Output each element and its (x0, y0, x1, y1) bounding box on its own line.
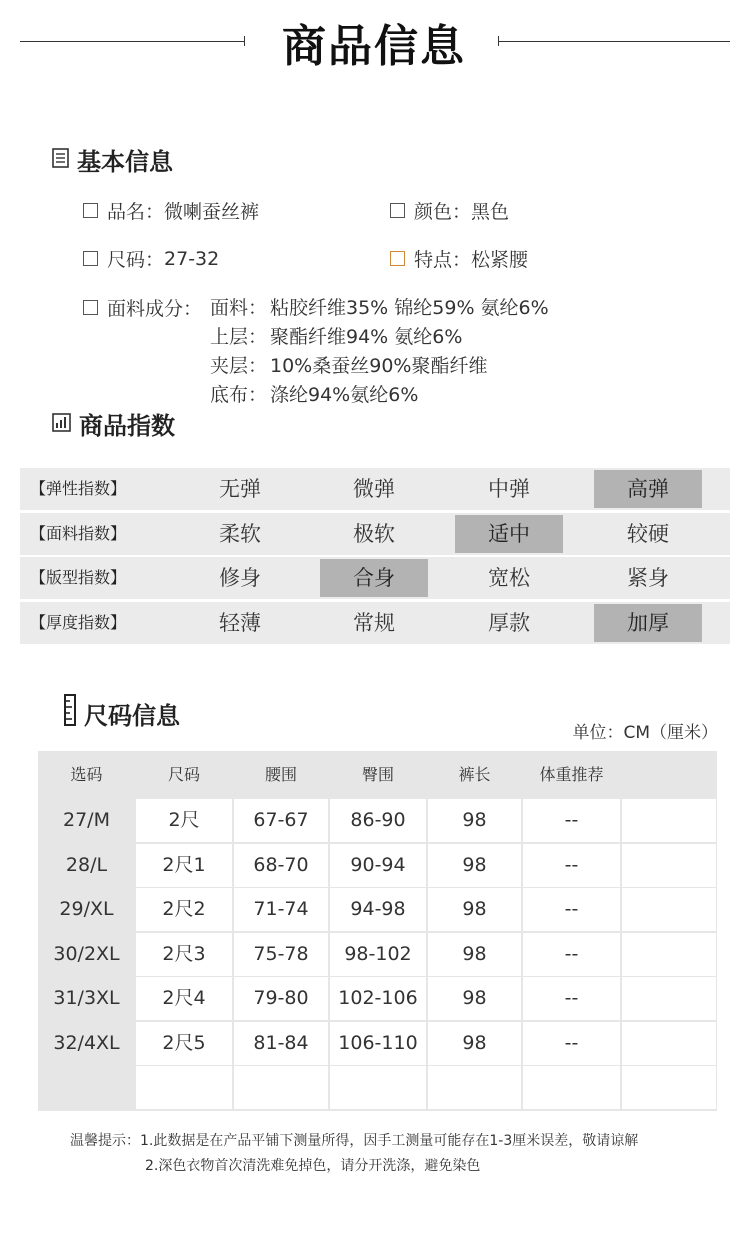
unit-label: 单位：CM（厘米） (572, 723, 718, 743)
size-col-header: 体重推荐 (539, 765, 604, 784)
index-option-selected: 适中 (455, 515, 563, 553)
size-cell: 98-102 (330, 933, 426, 976)
field-color-label: 颜色： (414, 201, 472, 223)
size-cell: 81-84 (234, 1022, 328, 1065)
fabric-line: 上层： 聚酯纤维94% 氨纶6% (210, 326, 463, 348)
checkbox-icon (83, 300, 98, 315)
size-cell (622, 1022, 716, 1065)
header-rule-right (498, 41, 730, 42)
size-col-header: 尺码 (167, 765, 200, 784)
field-size (83, 245, 219, 272)
index-row (20, 602, 730, 644)
size-cell: 75-78 (234, 933, 328, 976)
fabric-line: 面料： 粘胶纤维35% 锦纶59% 氨纶6% (210, 297, 549, 319)
basic-info-heading (52, 142, 173, 177)
size-row-label: 27/M (63, 809, 110, 831)
field-color-value: 黑色 (471, 201, 510, 223)
index-option: 紧身 (627, 566, 669, 590)
size-cell: 98 (428, 933, 521, 976)
size-cell: 2尺1 (136, 844, 232, 887)
field-color (390, 197, 509, 224)
index-heading (52, 406, 175, 441)
field-fabric-label: 面料成分： (107, 298, 203, 320)
field-name (83, 197, 259, 224)
checkbox-icon (83, 203, 98, 218)
size-cell: 71-74 (234, 888, 328, 931)
size-cell: -- (523, 933, 620, 976)
size-cell: 86-90 (330, 799, 426, 842)
index-option: 极软 (353, 522, 395, 546)
header-rule-left-cap (244, 36, 245, 46)
size-title: 尺码信息 (84, 701, 180, 730)
index-row-label: 【面料指数】 (30, 524, 127, 543)
index-option: 柔软 (219, 522, 261, 546)
size-cell: -- (523, 799, 620, 842)
size-col-header: 腰围 (264, 765, 297, 784)
index-option-selected: 加厚 (594, 604, 702, 642)
index-option: 较硬 (627, 522, 669, 546)
size-row-label: 28/L (65, 854, 108, 876)
size-cell (330, 1066, 426, 1109)
index-option: 宽松 (488, 566, 530, 590)
field-feature (390, 245, 528, 272)
field-feature-value: 松紧腰 (471, 249, 529, 271)
size-cell (136, 1066, 232, 1109)
size-cell: 2尺2 (136, 888, 232, 931)
size-row-label: 29/XL (59, 898, 114, 920)
size-cell: 79-80 (234, 977, 328, 1020)
size-cell: 106-110 (330, 1022, 426, 1065)
size-cell: 2尺 (136, 799, 232, 842)
index-option-selected: 高弹 (594, 470, 702, 508)
size-cell: -- (523, 977, 620, 1020)
page-title: 商品信息 (282, 21, 466, 72)
index-option: 无弹 (219, 477, 261, 501)
index-row (20, 468, 730, 510)
index-option: 厚款 (488, 611, 530, 635)
size-cell (622, 888, 716, 931)
index-option: 轻薄 (219, 611, 261, 635)
note-line-1 (70, 1130, 638, 1150)
header-rule-left (20, 41, 245, 42)
size-cell: 68-70 (234, 844, 328, 887)
size-cell: 98 (428, 844, 521, 887)
index-option: 微弹 (353, 477, 395, 501)
index-row-label: 【弹性指数】 (30, 479, 127, 498)
size-row-label: 31/3XL (53, 987, 120, 1009)
index-option: 中弹 (488, 477, 530, 501)
size-cell: 2尺3 (136, 933, 232, 976)
index-option-selected: 合身 (320, 559, 428, 597)
size-cell: 2尺5 (136, 1022, 232, 1065)
size-row-label (38, 1066, 135, 1109)
field-name-label: 品名： (107, 201, 165, 223)
size-cell (622, 977, 716, 1020)
basic-info-title: 基本信息 (77, 148, 173, 176)
size-col-header: 选码 (70, 765, 103, 784)
size-cell (234, 1066, 328, 1109)
size-cell (622, 933, 716, 976)
ruler-icon (64, 694, 76, 732)
size-cell: -- (523, 888, 620, 931)
field-feature-label: 特点： (414, 249, 472, 271)
index-option: 修身 (219, 566, 261, 590)
size-cell: 98 (428, 977, 521, 1020)
size-cell: 2尺4 (136, 977, 232, 1020)
fabric-line: 夹层： 10%桑蚕丝90%聚酯纤维 (210, 355, 488, 377)
note-line-2: 2.深色衣物首次清洗难免掉色，请分开洗涤，避免染色 (145, 1158, 481, 1174)
index-row (20, 557, 730, 599)
size-cell (622, 799, 716, 842)
size-cell: 98 (428, 888, 521, 931)
size-row-label: 30/2XL (53, 943, 120, 965)
index-row (20, 513, 730, 555)
fabric-composition (210, 294, 549, 410)
size-cell (523, 1066, 620, 1109)
size-cell: 94-98 (330, 888, 426, 931)
size-cell: 67-67 (234, 799, 328, 842)
size-heading (64, 694, 180, 732)
size-col-header: 臀围 (361, 765, 394, 784)
note-prefix: 温馨提示： (70, 1133, 140, 1149)
document-icon (52, 146, 69, 174)
index-title: 商品指数 (79, 412, 175, 440)
checkbox-icon (390, 203, 405, 218)
index-row-label: 【版型指数】 (30, 568, 127, 587)
checkbox-icon (390, 251, 405, 266)
size-cell: 98 (428, 799, 521, 842)
field-size-value: 27-32 (164, 247, 220, 270)
size-cell (622, 844, 716, 887)
size-col-header: 裤长 (458, 765, 491, 784)
size-table (38, 751, 717, 1111)
note-text-1: 1.此数据是在产品平铺下测量所得，因手工测量可能存在1-3厘米误差，敬请谅解 (140, 1133, 639, 1149)
size-cell (428, 1066, 521, 1109)
size-cell: 98 (428, 1022, 521, 1065)
bar-chart-icon (52, 410, 71, 438)
size-col-header (621, 751, 717, 798)
field-fabric (83, 294, 202, 321)
size-cell: 102-106 (330, 977, 426, 1020)
field-name-value: 微喇蚕丝裤 (164, 201, 260, 223)
index-row-label: 【厚度指数】 (30, 613, 127, 632)
size-cell: -- (523, 1022, 620, 1065)
checkbox-icon (83, 251, 98, 266)
field-size-label: 尺码： (107, 249, 165, 271)
fabric-line: 底布： 涤纶94%氨纶6% (210, 384, 419, 406)
size-row-label: 32/4XL (53, 1032, 120, 1054)
index-option: 常规 (353, 611, 395, 635)
size-cell (622, 1066, 716, 1109)
size-cell: -- (523, 844, 620, 887)
size-cell: 90-94 (330, 844, 426, 887)
